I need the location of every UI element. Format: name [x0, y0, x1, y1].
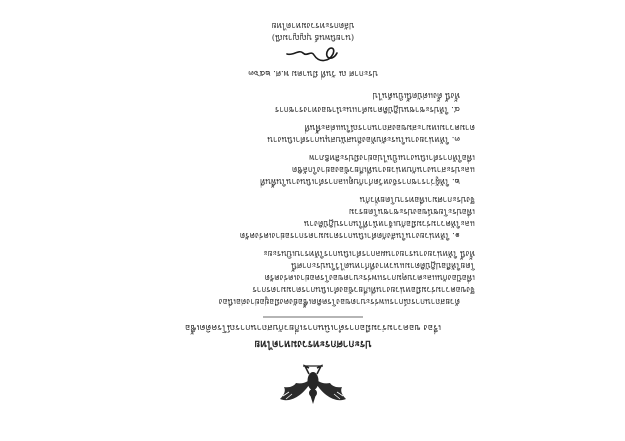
- document-subject: เรื่อง ขอความร่วมมือการดำเนินการเกี่ยวกับสถานการณ์โรคติดเชื้อ: [184, 322, 442, 332]
- body-line: ทั้งนี้ ให้หน่วยงานรายงานผลการดำเนินการให้ทราบเป็นระยะ: [263, 249, 475, 259]
- body-line: เพื่อให้การดำเนินงานเป็นไปอย่างมีประสิทธิภาพ: [309, 153, 475, 163]
- body-line: ตามความเหมาะสมของสถานการณ์ในแต่ละพื้นที่: [304, 123, 475, 133]
- signatory-name: (นายนิพนธ์ บุญญามณี): [271, 33, 355, 43]
- body-line: ๔. ให้ประชาชนปฏิบัติตามคำแนะนำของทางราชการ: [274, 105, 460, 115]
- body-line: ด้วยสถานการณ์การแพร่ระบาดของโรคติดเชื้อยังคงมีอยู่อย่างต่อเนื่อง: [218, 297, 460, 307]
- document-title: ประกาศกระทรวงมหาดไทย: [254, 338, 372, 349]
- announcement-date: ประกาศ ณ วันที่ มีนาคม พ.ศ. ๒๕๖๓: [248, 69, 378, 79]
- body-line: ๓. ให้หน่วยงานในระดับท้องถิ่นสนับสนุนการดำเนินงาน: [267, 135, 460, 145]
- body-line: เพื่อป้องกันและควบคุมการแพร่ระบาดของโรคอย่างเคร่งครัด: [264, 273, 475, 283]
- body-line: ๑. ให้หน่วยงานในสังกัดดำเนินการตามมาตรการอย่างเคร่งครัด: [239, 231, 460, 241]
- body-line: จึงประกาศมาเพื่อทราบโดยทั่วกัน: [359, 195, 475, 205]
- body-line: และให้ความร่วมมือกับเจ้าหน้าที่ในการปฏิบัติงาน: [303, 219, 475, 229]
- body-line: จึงขอความร่วมมือหน่วยงานที่เกี่ยวข้องดำเนินการตามมาตรการ: [252, 285, 475, 295]
- body-line: โดยให้ถือปฏิบัติตามแนวทางที่กำหนดไว้ในประกาศนี้: [291, 261, 475, 271]
- body-line: เพื่อประโยชน์ของประชาชนโดยรวม: [348, 207, 475, 217]
- body-line: ๒. ให้ผู้ว่าราชการจังหวัดกำกับดูแลการดำเนินงานในพื้นที่: [260, 177, 460, 187]
- body-line: ทั้งนี้ ตั้งแต่บัดนี้เป็นต้นไป: [372, 91, 460, 101]
- signatory-position: ปลัดกระทรวงมหาดไทย: [271, 21, 355, 31]
- body-line: และประสานงานกับหน่วยงานที่เกี่ยวข้องอย่างใกล้ชิด: [291, 165, 475, 175]
